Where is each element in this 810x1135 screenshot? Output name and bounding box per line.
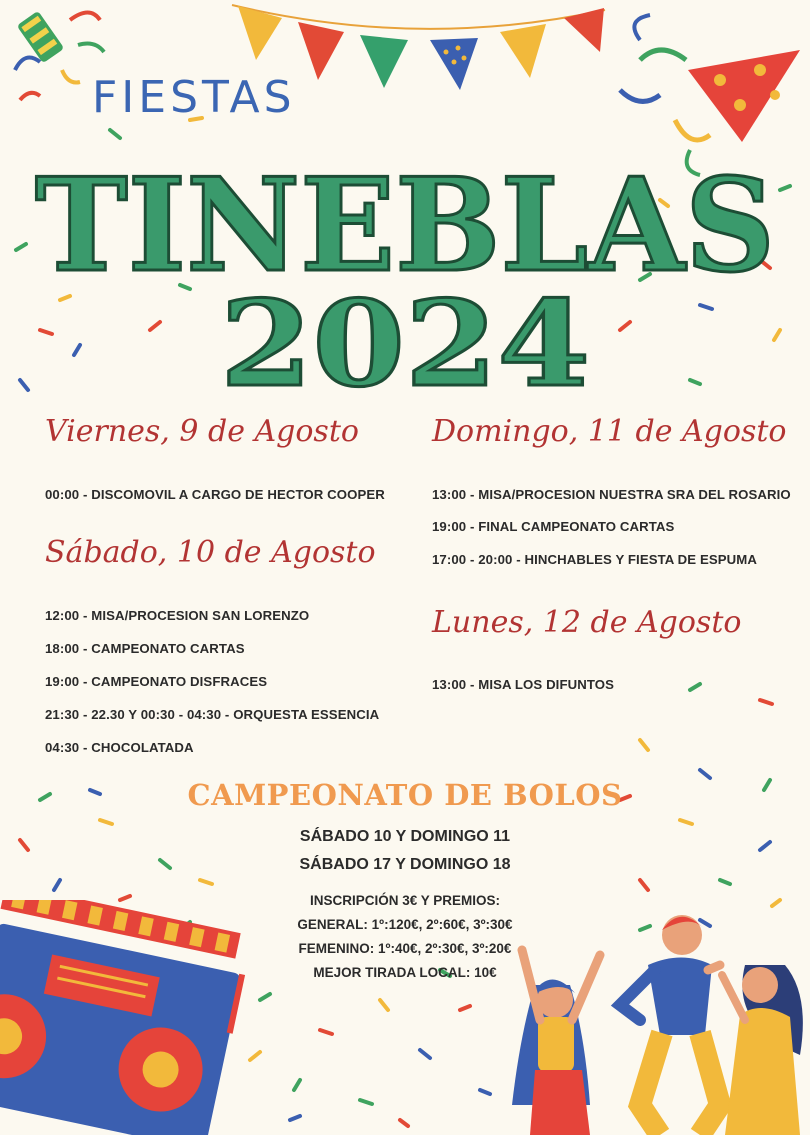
saturday-event: 18:00 - CAMPEONATO CARTAS	[45, 641, 245, 656]
title-line-2: 2024	[220, 274, 590, 395]
sunday-event: 19:00 - FINAL CAMPEONATO CARTAS	[432, 519, 675, 534]
sunday-event: 13:00 - MISA/PROCESION NUESTRA SRA DEL ROSARIO	[432, 487, 791, 502]
sunday-event: 17:00 - 20:00 - HINCHABLES Y FIESTA DE ESPUMA	[432, 552, 757, 567]
friday-event: 00:00 - DISCOMOVIL A CARGO DE HECTOR COOPER	[45, 487, 385, 502]
sunday-heading: Domingo, 11 de Agosto	[432, 414, 787, 449]
fiestas-label: FIESTAS	[92, 72, 296, 123]
saturday-event: 12:00 - MISA/PROCESION SAN LORENZO	[45, 608, 310, 623]
bolos-date: SÁBADO 17 Y DOMINGO 18	[299, 856, 511, 873]
monday-heading: Lunes, 12 de Agosto	[432, 605, 742, 640]
bolos-date: SÁBADO 10 Y DOMINGO 11	[299, 828, 511, 845]
event-title	[0, 145, 810, 395]
bolos-prize-line: FEMENINO: 1º:40€, 2º:30€, 3º:20€	[298, 941, 512, 956]
dancing-people-illustration	[0, 905, 810, 1135]
bolos-title: CAMPEONATO DE BOLOS	[187, 778, 623, 812]
title-line-1: TINEBLAS	[35, 151, 775, 301]
bolos-prize-line: MEJOR TIRADA LOCAL: 10€	[313, 965, 497, 980]
saturday-heading: Sábado, 10 de Agosto	[45, 535, 376, 570]
saturday-event: 04:30 - CHOCOLATADA	[45, 740, 194, 755]
bolos-prize-line: GENERAL: 1º:120€, 2º:60€, 3º:30€	[297, 917, 513, 932]
bolos-prize-line: INSCRIPCIÓN 3€ Y PREMIOS:	[309, 893, 501, 908]
friday-heading: Viernes, 9 de Agosto	[45, 414, 359, 449]
monday-event: 13:00 - MISA LOS DIFUNTOS	[432, 677, 615, 692]
saturday-event: 21:30 - 22.30 Y 00:30 - 04:30 - ORQUESTA ESSENCIA	[45, 707, 380, 722]
saturday-event: 19:00 - CAMPEONATO DISFRACES	[45, 674, 268, 689]
